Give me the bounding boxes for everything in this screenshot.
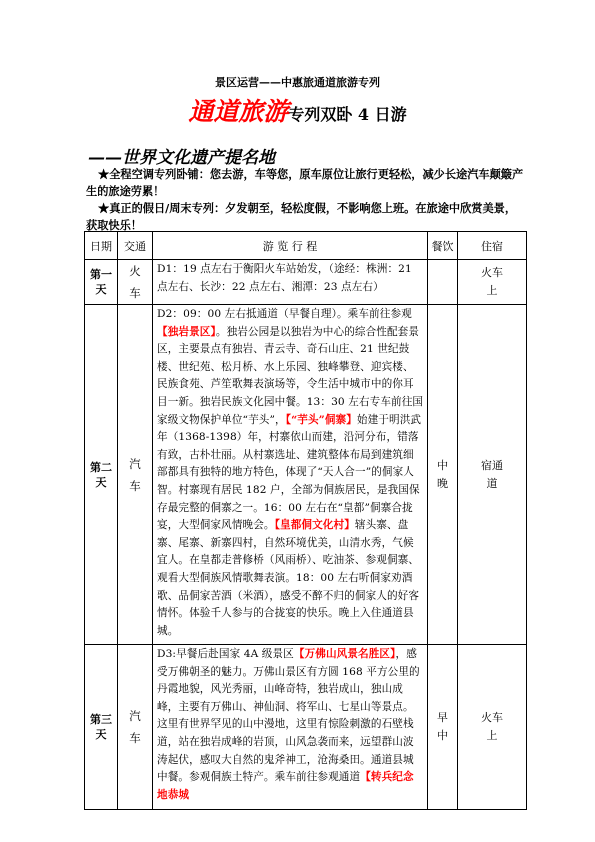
itinerary-text: D3:早餐后赴国家 4A 级景区 (157, 648, 294, 660)
itinerary-text: 。独岩公园是以独岩为中心的综合性配套景区，主要景点有独岩、青云寺、奇石山庄、21 世纪鼓楼、世纪苑、松月桥、水上乐园、独峰攀登、迎宾楼、民族食苑、芦笙歌舞表演场等，令生活中城市中的你耳目一新。独岩民族文化园中餐。13：30 左右专车前往国家级文物保护单位“芋头”， (157, 325, 424, 426)
title-sub: 专列双卧 4 日游 (288, 105, 407, 124)
itinerary-text: 始建于明洪武年（1368-1398）年，村寨依山而建，沿河分布，错落有致，古朴壮丽。从村寨选址、建筑整体布局到建筑细部都具有独特的地方特色，体现了“天人合一”的侗家人智。村寨现有居民 182 户，全部为侗族居民，是我国保存最完整的侗寨之一。16：00 左右在“皇都”侗寨合拢宴，大型侗家风情晚会。 (157, 413, 422, 532)
header-stay: 住宿 (458, 232, 527, 260)
stay-cell: 火车 上 (458, 645, 527, 810)
transport-cell: 火 车 (118, 260, 153, 305)
stay-cell: 宿通 道 (458, 305, 527, 645)
header-day: 日期 (85, 232, 118, 260)
table-row (85, 260, 527, 305)
highlight-site-name: 【转兵纪念地恭城 (157, 771, 414, 801)
meal-cell: 早 中 (428, 645, 458, 810)
meal-cell (428, 260, 458, 305)
table-row (85, 645, 527, 810)
itinerary-detail (153, 305, 428, 645)
header-transport: 交通 (118, 232, 153, 260)
itinerary-text: ，感受万佛朝圣的魅力。万佛山景区有方圆 168 平方公里的丹霞地貌，风光秀丽，山峰奇特，独岩成山，独山成峰，主要有万佛山、神仙洞、将军山、七星山等景点。这里有世界罕见的山中漫地，这里有惊险刺激的石壁栈道，站在独岩成峰的岩顶，山风急袭而来，远望群山波涛起伏，感叹大自然的鬼斧神工，沧海桑田。通道县城中餐。参观侗族土特产。乘车前往参观通道 (157, 648, 420, 784)
stay-cell: 火车 上 (458, 260, 527, 305)
table-header-row (85, 232, 527, 260)
title-main: 通道旅游 (188, 97, 289, 126)
itinerary-detail (153, 260, 428, 305)
header-meal: 餐饮 (428, 232, 458, 260)
highlight-site-name: 【“芋头”侗寨】 (285, 413, 357, 426)
intro-paragraph: ★全程空调专列卧铺：您去游，车等您，原车原位让旅行更轻松，减少长途汽车颠簸产生的旅途劳累！ (86, 167, 524, 198)
itinerary-table (84, 231, 527, 810)
intro-section (86, 166, 524, 234)
highlight-site-name: 【万佛山风景名胜区】 (293, 648, 396, 660)
document-subtitle: ——世界文化遗产提名地 (88, 148, 275, 168)
itinerary-detail (153, 645, 428, 810)
itinerary-text: D1：19 点左右于衡阳火车站始发，（途经：株洲：21 点左右、长沙：22 点左右、湘潭：23 点左右） (157, 263, 412, 293)
day-cell: 第二 天 (85, 305, 118, 645)
highlight-site-name: 【独岩景区】 (157, 325, 216, 338)
table-row (85, 305, 527, 645)
header-itinerary: 游 览 行 程 (153, 232, 428, 260)
document-title (0, 92, 595, 128)
day-cell: 第三 天 (85, 645, 118, 810)
meal-cell: 中 晚 (428, 305, 458, 645)
day-cell: 第一 天 (85, 260, 118, 305)
intro-paragraph: ★真正的假日/周末专列：夕发朝至，轻松度假，不影响您上班。在旅途中欣赏美景，获取快乐！ (86, 201, 517, 232)
document-header: 景区运营——中惠旅通道旅游专列 (215, 76, 380, 89)
transport-cell: 汽 车 (118, 645, 153, 810)
highlight-site-name: 【皇都侗文化村】 (274, 519, 355, 532)
transport-cell: 汽 车 (118, 305, 153, 645)
itinerary-text: D2：09：00 左右抵通道（早餐自理）。乘车前往参观 (157, 308, 412, 320)
itinerary-text: 辖头寨、盘寨、尾寨、新寨四村，自然环境优美，山清水秀，气候宜人。在皇都走普修桥（风雨桥）、吃油茶、参观侗寨、观看大型侗族风情歌舞表演。18：00 左右听侗家劝酒歌、品侗家苦酒（米酒），感受不醉不归的侗家人的好客情怀。体验千人参与的合拢宴的快乐。晚上入住通道县城。 (157, 519, 420, 637)
